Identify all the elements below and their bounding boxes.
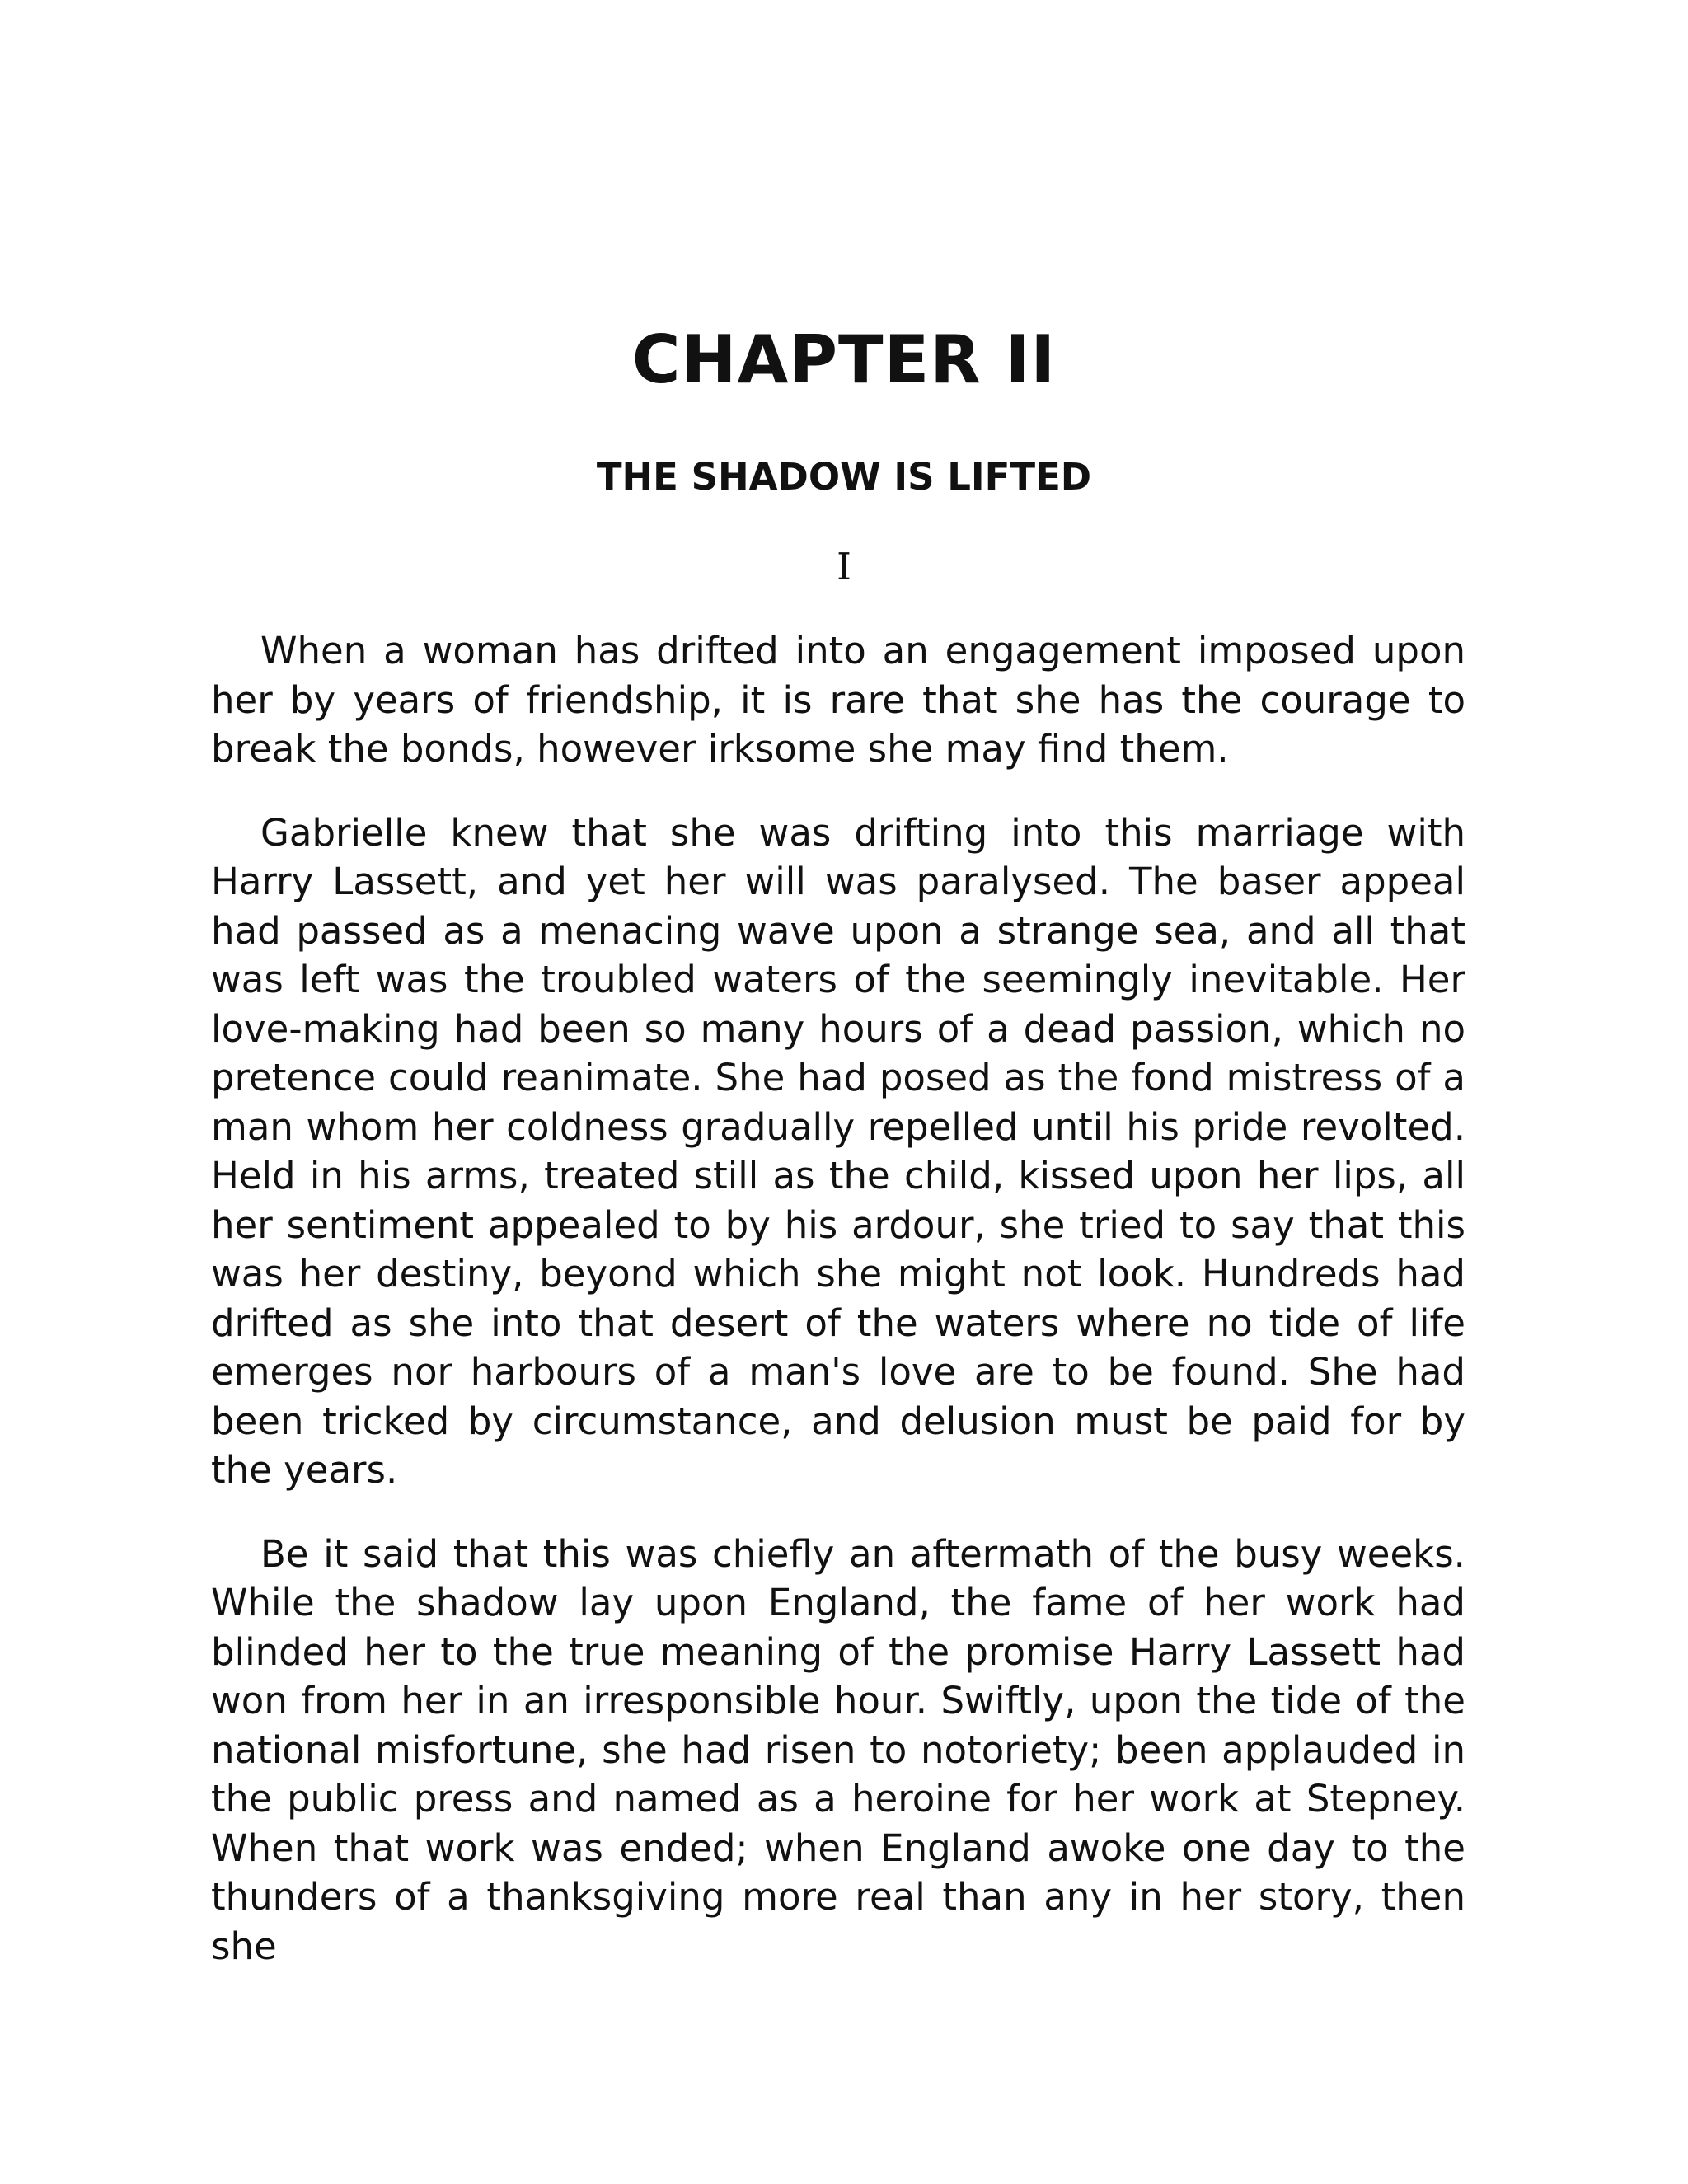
paragraph: Be it said that this was chiefly an aftermath of the busy weeks. While the shadow lay upon England, the fame of her work had blinded her to the true meaning of the promise Harry Lassett had won from her in an irresponsible hour. Swiftly, upon the tide of the national misfortune, she had risen to notoriety; been applauded in the public press and named as a heroine for her work at Stepney. When that work was ended; when England awoke one day to the thunders of a thanksgiving more real than any in her story, then she	[211, 1531, 1465, 1968]
chapter-title: CHAPTER II	[631, 321, 1057, 398]
body-text	[211, 626, 1465, 2005]
paragraph: Gabrielle knew that she was drifting into this marriage with Harry Lassett, and yet her will was paralysed. The baser appeal had passed as a menacing wave upon a strange sea, and all that was left was the troubled waters of the seemingly inevitable. Her love-making had been so many hours of a dead passion, which no pretence could reanimate. She had posed as the fond mistress of a man whom her coldness gradually repelled until his pride revolted. Held in his arms, treated still as the child, kissed upon her lips, all her sentiment appealed to by his ardour, she tried to say that this was her destiny, beyond which she might not look. Hundreds had drifted as she into that desert of the waters where no tide of life emerges nor harbours of a man's love are to be found. She had been tricked by circumstance, and delusion must be paid for by the years.	[211, 810, 1465, 1492]
chapter-subtitle: THE SHADOW IS LIFTED	[596, 455, 1092, 499]
paragraph: When a woman has drifted into an engagement imposed upon her by years of friendship, it is rare that she has the courage to break the bonds, however irksome she may find them.	[211, 629, 1465, 771]
section-numeral: I	[837, 545, 851, 588]
